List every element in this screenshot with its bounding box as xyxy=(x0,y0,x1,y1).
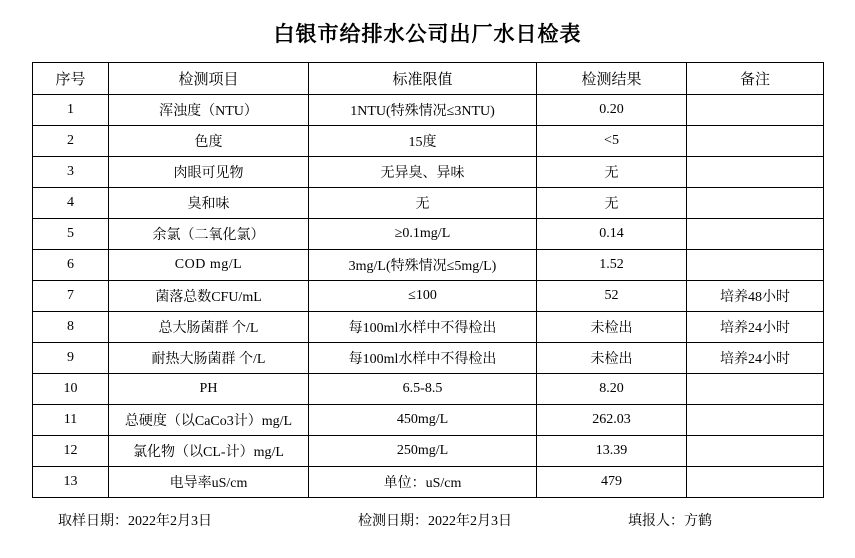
column-header-note: 备注 xyxy=(687,63,824,95)
table-row xyxy=(33,343,824,374)
cell-no: 3 xyxy=(33,157,109,188)
cell-no: 1 xyxy=(33,95,109,126)
cell-result: 52 xyxy=(537,281,687,312)
cell-result: 无 xyxy=(537,157,687,188)
cell-result: 无 xyxy=(537,188,687,219)
cell-result: 未检出 xyxy=(537,343,687,374)
column-header-no: 序号 xyxy=(33,63,109,95)
cell-item: 耐热大肠菌群 个/L xyxy=(109,343,309,374)
table-row xyxy=(33,436,824,467)
cell-item: COD mg/L xyxy=(109,250,309,281)
cell-no: 4 xyxy=(33,188,109,219)
cell-note xyxy=(687,436,824,467)
table-row xyxy=(33,95,824,126)
table-row xyxy=(33,405,824,436)
cell-note: 培养24小时 xyxy=(687,312,824,343)
cell-no: 7 xyxy=(33,281,109,312)
cell-standard: 1NTU(特殊情况≤3NTU) xyxy=(309,95,537,126)
cell-note xyxy=(687,219,824,250)
table-header xyxy=(33,63,824,95)
cell-standard: 无 xyxy=(309,188,537,219)
table-row xyxy=(33,126,824,157)
cell-standard: 15度 xyxy=(309,126,537,157)
cell-standard: 3mg/L(特殊情况≤5mg/L) xyxy=(309,250,537,281)
cell-note: 培养48小时 xyxy=(687,281,824,312)
cell-standard: 单位：uS/cm xyxy=(309,467,537,498)
cell-note xyxy=(687,188,824,219)
table-row xyxy=(33,188,824,219)
cell-note: 培养24小时 xyxy=(687,343,824,374)
water-quality-table xyxy=(32,62,824,498)
cell-result: 未检出 xyxy=(537,312,687,343)
cell-no: 8 xyxy=(33,312,109,343)
cell-item: 肉眼可见物 xyxy=(109,157,309,188)
reporter-name: 填报人：方鹤 xyxy=(628,514,712,529)
table-header-row xyxy=(33,63,824,95)
cell-item: 浑浊度（NTU） xyxy=(109,95,309,126)
cell-result: 1.52 xyxy=(537,250,687,281)
table-body xyxy=(33,95,824,498)
cell-item: PH xyxy=(109,374,309,405)
cell-item: 色度 xyxy=(109,126,309,157)
cell-standard: 450mg/L xyxy=(309,405,537,436)
cell-item: 总硬度（以CaCo3计）mg/L xyxy=(109,405,309,436)
cell-item: 电导率uS/cm xyxy=(109,467,309,498)
cell-item: 氯化物（以CL-计）mg/L xyxy=(109,436,309,467)
cell-item: 余氯（二氧化氯） xyxy=(109,219,309,250)
cell-no: 9 xyxy=(33,343,109,374)
cell-result: 8.20 xyxy=(537,374,687,405)
cell-standard: 6.5-8.5 xyxy=(309,374,537,405)
cell-standard: ≤100 xyxy=(309,281,537,312)
cell-standard: 无异臭、异味 xyxy=(309,157,537,188)
page-title: 白银市给排水公司出厂水日检表 xyxy=(273,22,582,46)
table-row xyxy=(33,250,824,281)
table-row xyxy=(33,312,824,343)
cell-note xyxy=(687,95,824,126)
table-row xyxy=(33,219,824,250)
sampling-date: 取样日期：2022年2月3日 xyxy=(58,514,212,529)
cell-note xyxy=(687,250,824,281)
cell-note xyxy=(687,374,824,405)
cell-result: 262.03 xyxy=(537,405,687,436)
cell-standard: 250mg/L xyxy=(309,436,537,467)
column-header-standard: 标准限值 xyxy=(309,63,537,95)
cell-no: 2 xyxy=(33,126,109,157)
table-row xyxy=(33,467,824,498)
cell-result: 13.39 xyxy=(537,436,687,467)
cell-standard: 每100ml水样中不得检出 xyxy=(309,343,537,374)
table-row xyxy=(33,374,824,405)
cell-standard: 每100ml水样中不得检出 xyxy=(309,312,537,343)
testing-date: 检测日期：2022年2月3日 xyxy=(358,514,512,529)
cell-note xyxy=(687,467,824,498)
cell-no: 11 xyxy=(33,405,109,436)
cell-note xyxy=(687,405,824,436)
cell-standard: ≥0.1mg/L xyxy=(309,219,537,250)
cell-no: 5 xyxy=(33,219,109,250)
cell-result: 0.14 xyxy=(537,219,687,250)
cell-item: 菌落总数CFU/mL xyxy=(109,281,309,312)
cell-result: 479 xyxy=(537,467,687,498)
column-header-item: 检测项目 xyxy=(109,63,309,95)
table-row xyxy=(33,157,824,188)
cell-result: <5 xyxy=(537,126,687,157)
table-container xyxy=(0,62,855,498)
cell-note xyxy=(687,126,824,157)
footer xyxy=(0,498,855,530)
cell-no: 6 xyxy=(33,250,109,281)
cell-no: 10 xyxy=(33,374,109,405)
cell-no: 12 xyxy=(33,436,109,467)
column-header-result: 检测结果 xyxy=(537,63,687,95)
cell-note xyxy=(687,157,824,188)
cell-item: 总大肠菌群 个/L xyxy=(109,312,309,343)
cell-no: 13 xyxy=(33,467,109,498)
cell-item: 臭和味 xyxy=(109,188,309,219)
table-row xyxy=(33,281,824,312)
cell-result: 0.20 xyxy=(537,95,687,126)
